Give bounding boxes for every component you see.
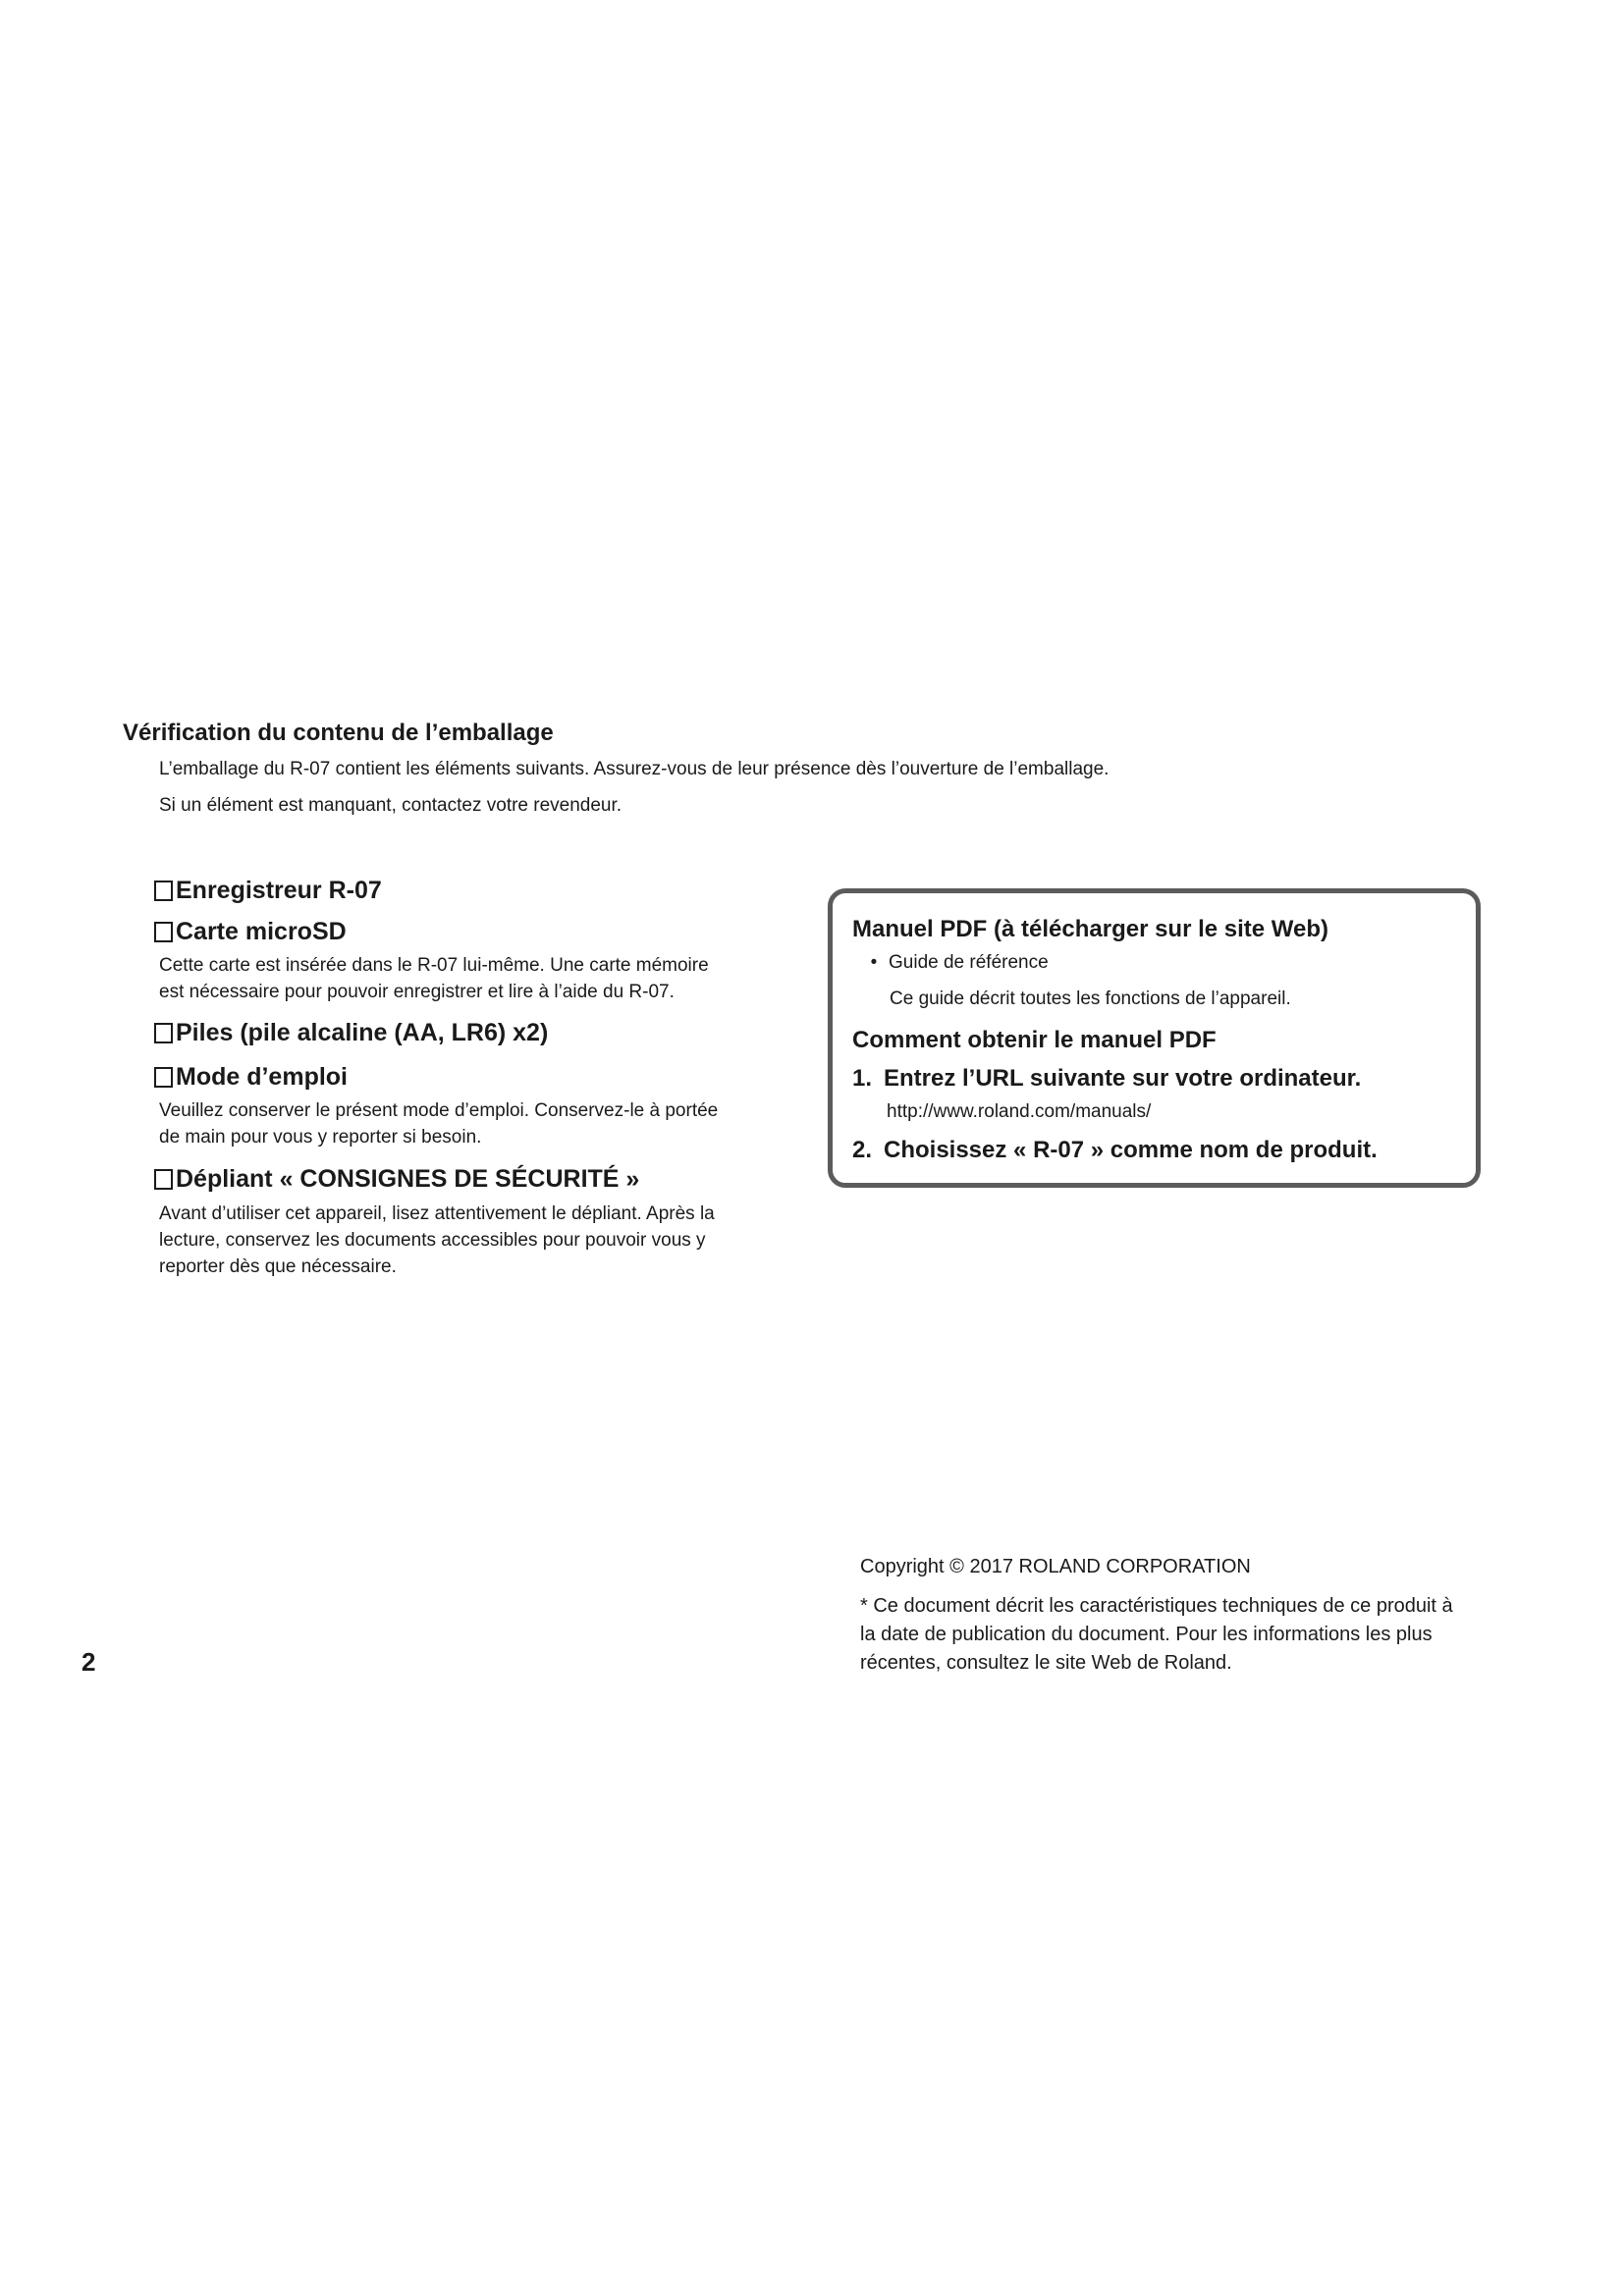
checkbox-icon [154, 1023, 173, 1043]
description-line: de main pour vous y reporter si besoin. [159, 1127, 482, 1148]
item-label: Mode d’emploi [176, 1063, 348, 1091]
pdf-bullet-description: Ce guide décrit toutes les fonctions de l’appareil. [890, 988, 1291, 1009]
step-number: 2. [852, 1137, 873, 1163]
item-description [159, 1201, 715, 1280]
copyright: Copyright © 2017 ROLAND CORPORATION [860, 1556, 1251, 1577]
item-piles [154, 1019, 548, 1047]
description-line: Cette carte est insérée dans le R-07 lui-même. Une carte mémoire [159, 955, 709, 976]
step-number: 1. [852, 1065, 873, 1092]
description-line: reporter dès que nécessaire. [159, 1256, 397, 1277]
description-line: Avant d’utiliser cet appareil, lisez attentivement le dépliant. Après la [159, 1203, 715, 1224]
checkbox-icon [154, 1169, 173, 1190]
pdf-bullet-item [859, 949, 1049, 976]
description-line: Veuillez conserver le présent mode d’emploi. Conservez-le à portée [159, 1100, 719, 1121]
bullet-item-label: Guide de référence [889, 952, 1049, 973]
intro-text-1: L’emballage du R-07 contient les éléments suivants. Assurez-vous de leur présence dès l’ouverture de l’emballage. [159, 759, 1110, 779]
item-depliant [154, 1165, 639, 1194]
manuals-url: http://www.roland.com/manuals/ [887, 1101, 1152, 1122]
item-label: Piles (pile alcaline (AA, LR6) x2) [176, 1019, 549, 1046]
footer-note [860, 1592, 1489, 1678]
item-carte-microsd [154, 918, 347, 946]
item-label: Enregistreur R-07 [176, 877, 382, 904]
checkbox-icon [154, 1067, 173, 1088]
intro-text-2: Si un élément est manquant, contactez votre revendeur. [159, 795, 623, 816]
checkbox-icon [154, 922, 173, 942]
section-title: Vérification du contenu de l’emballage [123, 720, 554, 746]
description-line: lecture, conservez les documents accessibles pour pouvoir vous y [159, 1230, 706, 1251]
footer-note-line: récentes, consultez le site Web de Roland. [860, 1652, 1232, 1674]
item-description [159, 1097, 718, 1150]
step-text: Entrez l’URL suivante sur votre ordinateur. [884, 1065, 1362, 1092]
item-label: Dépliant « CONSIGNES DE SÉCURITÉ » [176, 1165, 640, 1193]
item-description [159, 952, 709, 1005]
bullet-icon: • [870, 952, 878, 973]
step-1 [852, 1065, 1361, 1093]
item-label: Carte microSD [176, 918, 347, 945]
item-enregistreur [154, 877, 382, 905]
checkbox-icon [154, 881, 173, 901]
footer-note-line: * Ce document décrit les caractéristiques techniques de ce produit à [860, 1595, 1453, 1617]
step-text: Choisissez « R-07 » comme nom de produit. [884, 1137, 1378, 1163]
footer-note-line: la date de publication du document. Pour les informations les plus [860, 1624, 1433, 1645]
step-2 [852, 1137, 1378, 1164]
pdf-box-title: Manuel PDF (à télécharger sur le site Web) [852, 916, 1329, 942]
page-number: 2 [81, 1647, 96, 1677]
description-line: est nécessaire pour pouvoir enregistrer et lire à l’aide du R-07. [159, 982, 675, 1002]
item-mode-emploi [154, 1063, 348, 1092]
howto-title: Comment obtenir le manuel PDF [852, 1027, 1217, 1053]
